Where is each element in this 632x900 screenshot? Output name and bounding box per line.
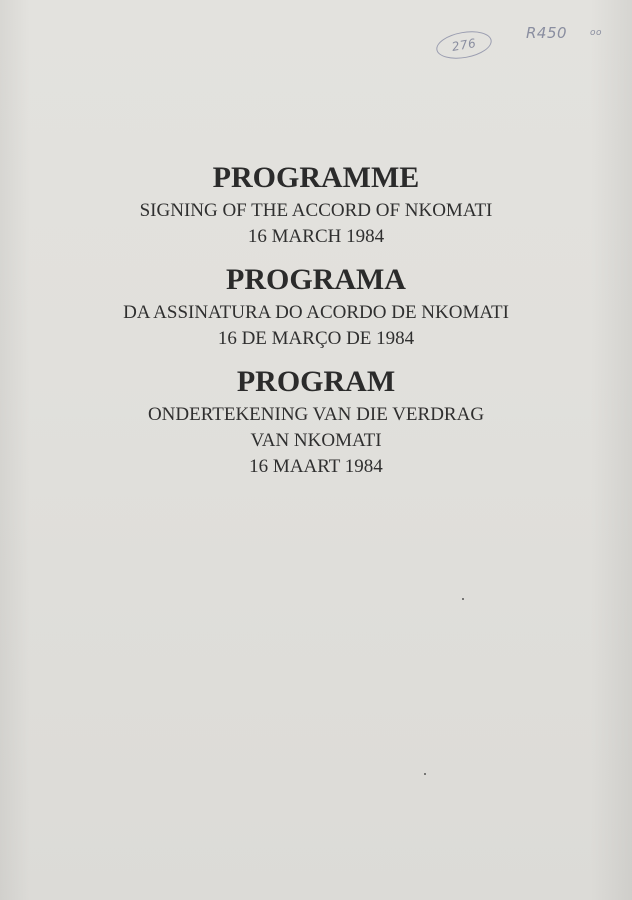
portuguese-section bbox=[0, 260, 632, 352]
circled-number-text: 276 bbox=[450, 35, 478, 55]
afrikaans-section bbox=[0, 362, 632, 480]
afrikaans-subtitle-line-1: ONDERTEKENING VAN DIE VERDRAG bbox=[147, 404, 485, 425]
pencil-mark-annotation: oo bbox=[590, 28, 603, 38]
portuguese-date: 16 DE MARÇO DE 1984 bbox=[217, 328, 415, 349]
afrikaans-heading: PROGRAM bbox=[236, 365, 396, 398]
english-heading: PROGRAMME bbox=[212, 161, 420, 194]
afrikaans-subtitle-line-2: VAN NKOMATI bbox=[250, 430, 382, 451]
paper-speck bbox=[424, 773, 426, 775]
portuguese-heading: PROGRAMA bbox=[226, 263, 406, 296]
circled-number-annotation bbox=[434, 27, 494, 62]
paper-speck bbox=[462, 598, 464, 600]
price-annotation: R450 bbox=[526, 24, 568, 42]
afrikaans-date: 16 MAART 1984 bbox=[249, 456, 383, 477]
english-date: 16 MARCH 1984 bbox=[247, 226, 385, 247]
english-section bbox=[0, 158, 632, 250]
title-block bbox=[0, 158, 632, 480]
english-subtitle: SIGNING OF THE ACCORD OF NKOMATI bbox=[139, 200, 493, 221]
portuguese-subtitle: DA ASSINATURA DO ACORDO DE NKOMATI bbox=[123, 302, 509, 323]
